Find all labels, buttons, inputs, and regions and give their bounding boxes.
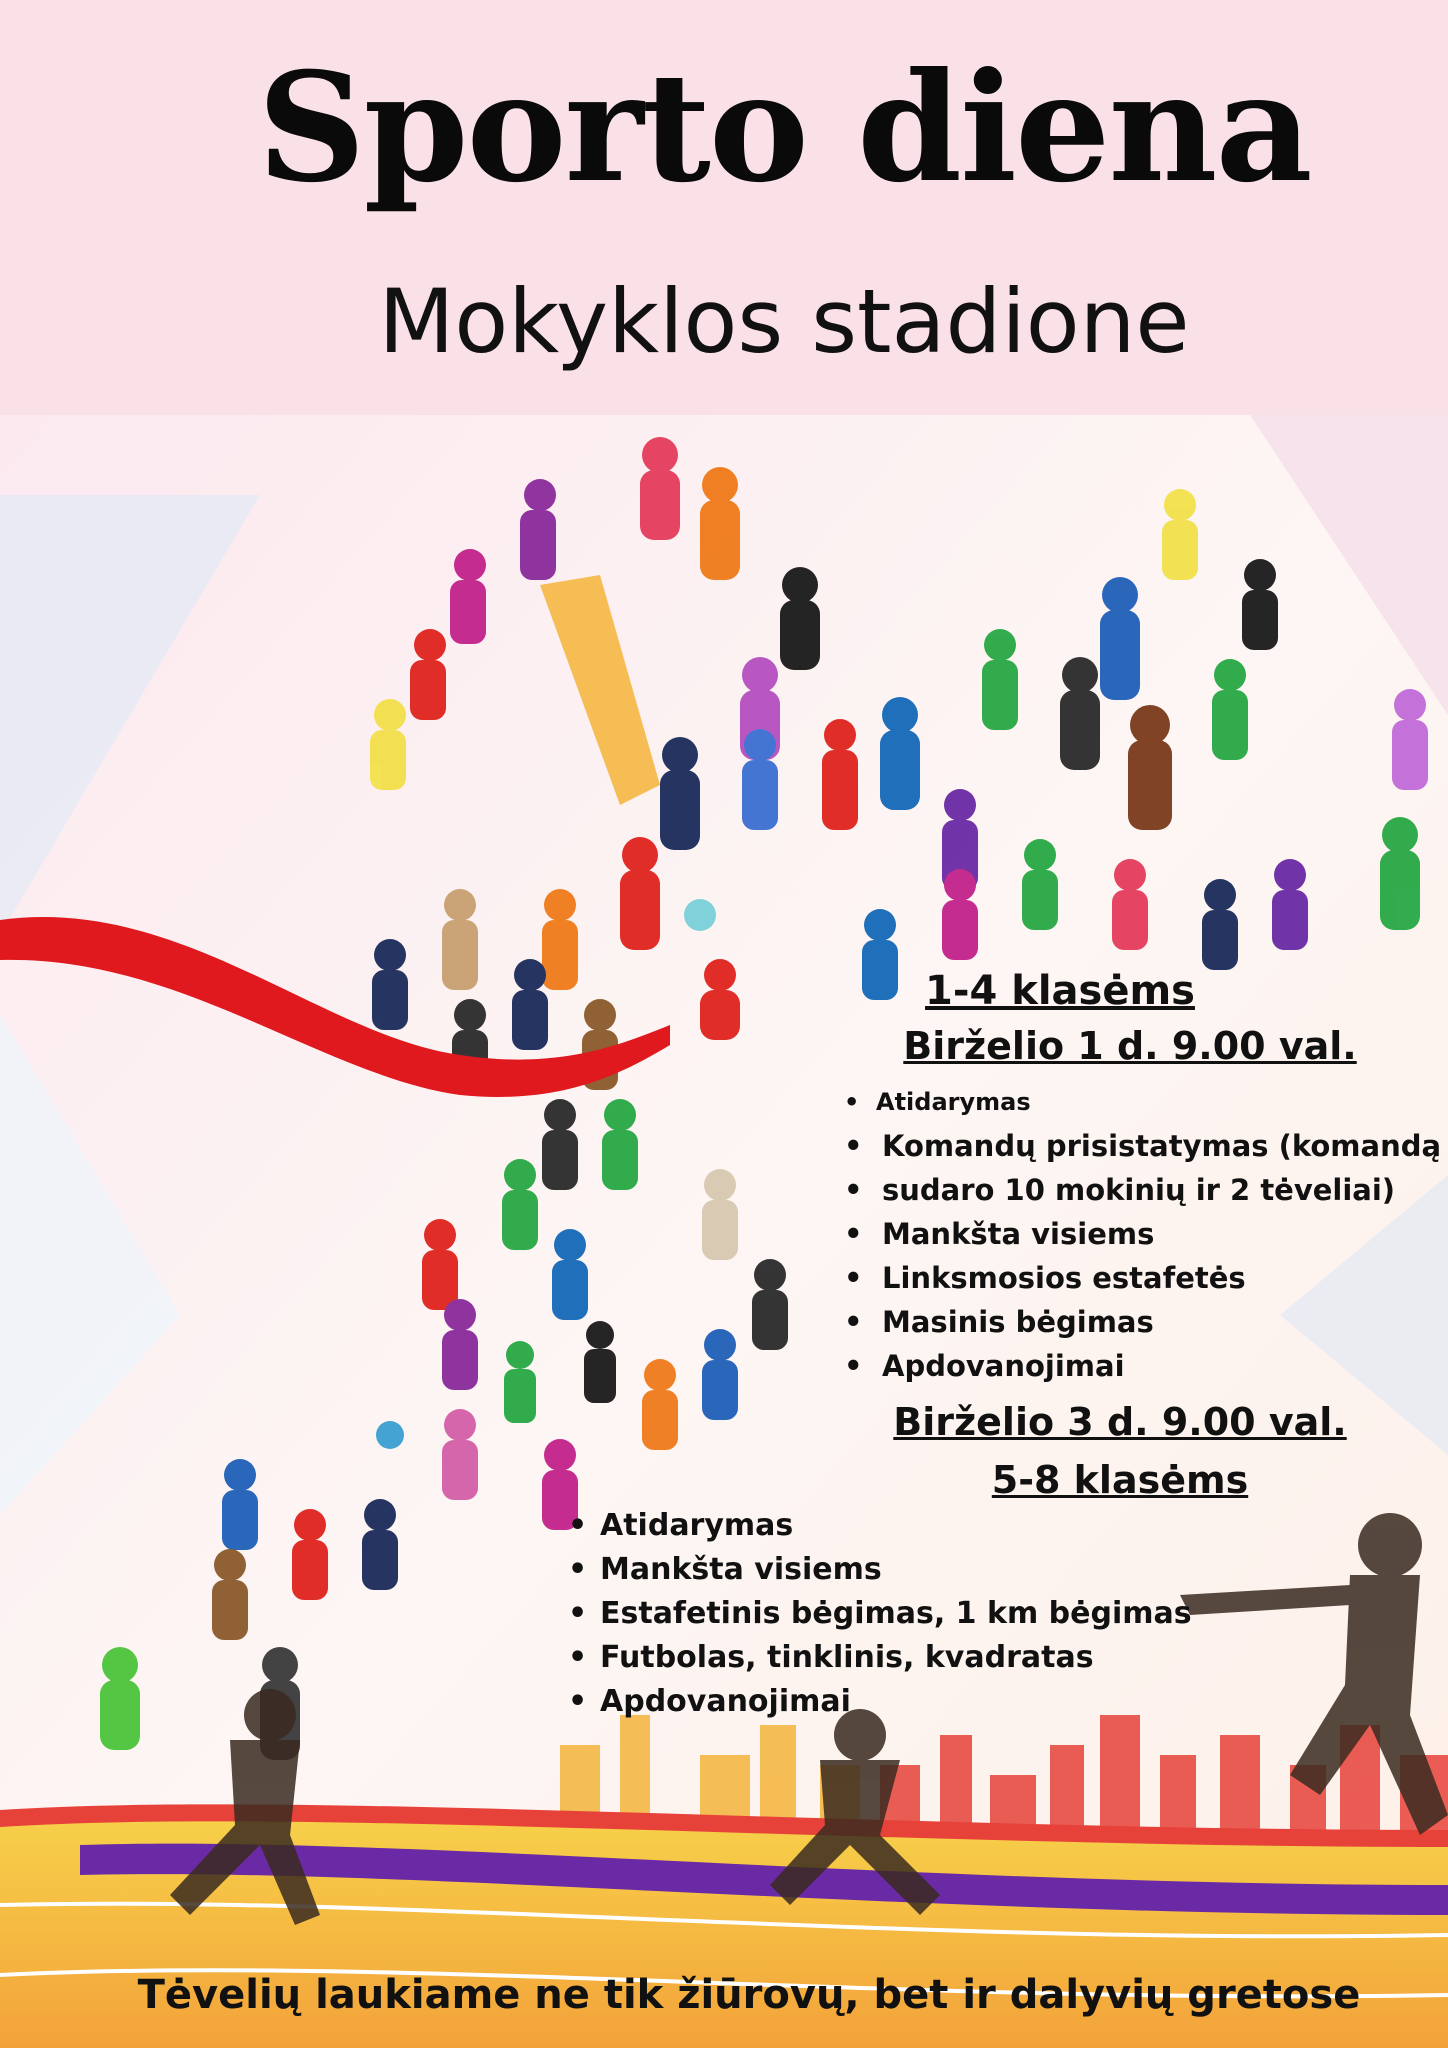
list-item: • Apdovanojimai <box>568 1680 1208 1724</box>
page-title: Sporto diena <box>257 40 1311 216</box>
list-item: • Mankšta visiems <box>568 1548 1208 1592</box>
list-item: • Apdovanojimai <box>844 1344 1444 1388</box>
section-5-8-heading: 5-8 klasėms <box>991 1458 1249 1502</box>
list-item: • Atidarymas <box>568 1504 1208 1548</box>
section-5-8-date: Birželio 3 d. 9.00 val. <box>893 1400 1347 1444</box>
list-item: • Estafetinis bėgimas, 1 km bėgimas <box>568 1592 1208 1636</box>
list-item: • Mankšta visiems <box>844 1212 1444 1256</box>
section-1-4-list <box>844 1080 1444 1388</box>
section-1-4-heading: 1-4 klasėms <box>925 968 1195 1014</box>
section-1-4-date: Birželio 1 d. 9.00 val. <box>903 1024 1357 1068</box>
list-item: • Komandų prisistatymas (komandą <box>844 1124 1444 1168</box>
list-item: • Atidarymas <box>844 1080 1444 1124</box>
section-5-8-list <box>568 1504 1208 1724</box>
page-subtitle: Mokyklos stadione <box>378 270 1190 373</box>
footer-text: Tėvelių laukiame ne tik žiūrovų, bet ir dalyvių gretose <box>137 1972 1361 2018</box>
list-item: • Linksmosios estafetės <box>844 1256 1444 1300</box>
list-item: • Masinis bėgimas <box>844 1300 1444 1344</box>
list-item: • Futbolas, tinklinis, kvadratas <box>568 1636 1208 1680</box>
list-item: • sudaro 10 mokinių ir 2 tėveliai) <box>844 1168 1444 1212</box>
